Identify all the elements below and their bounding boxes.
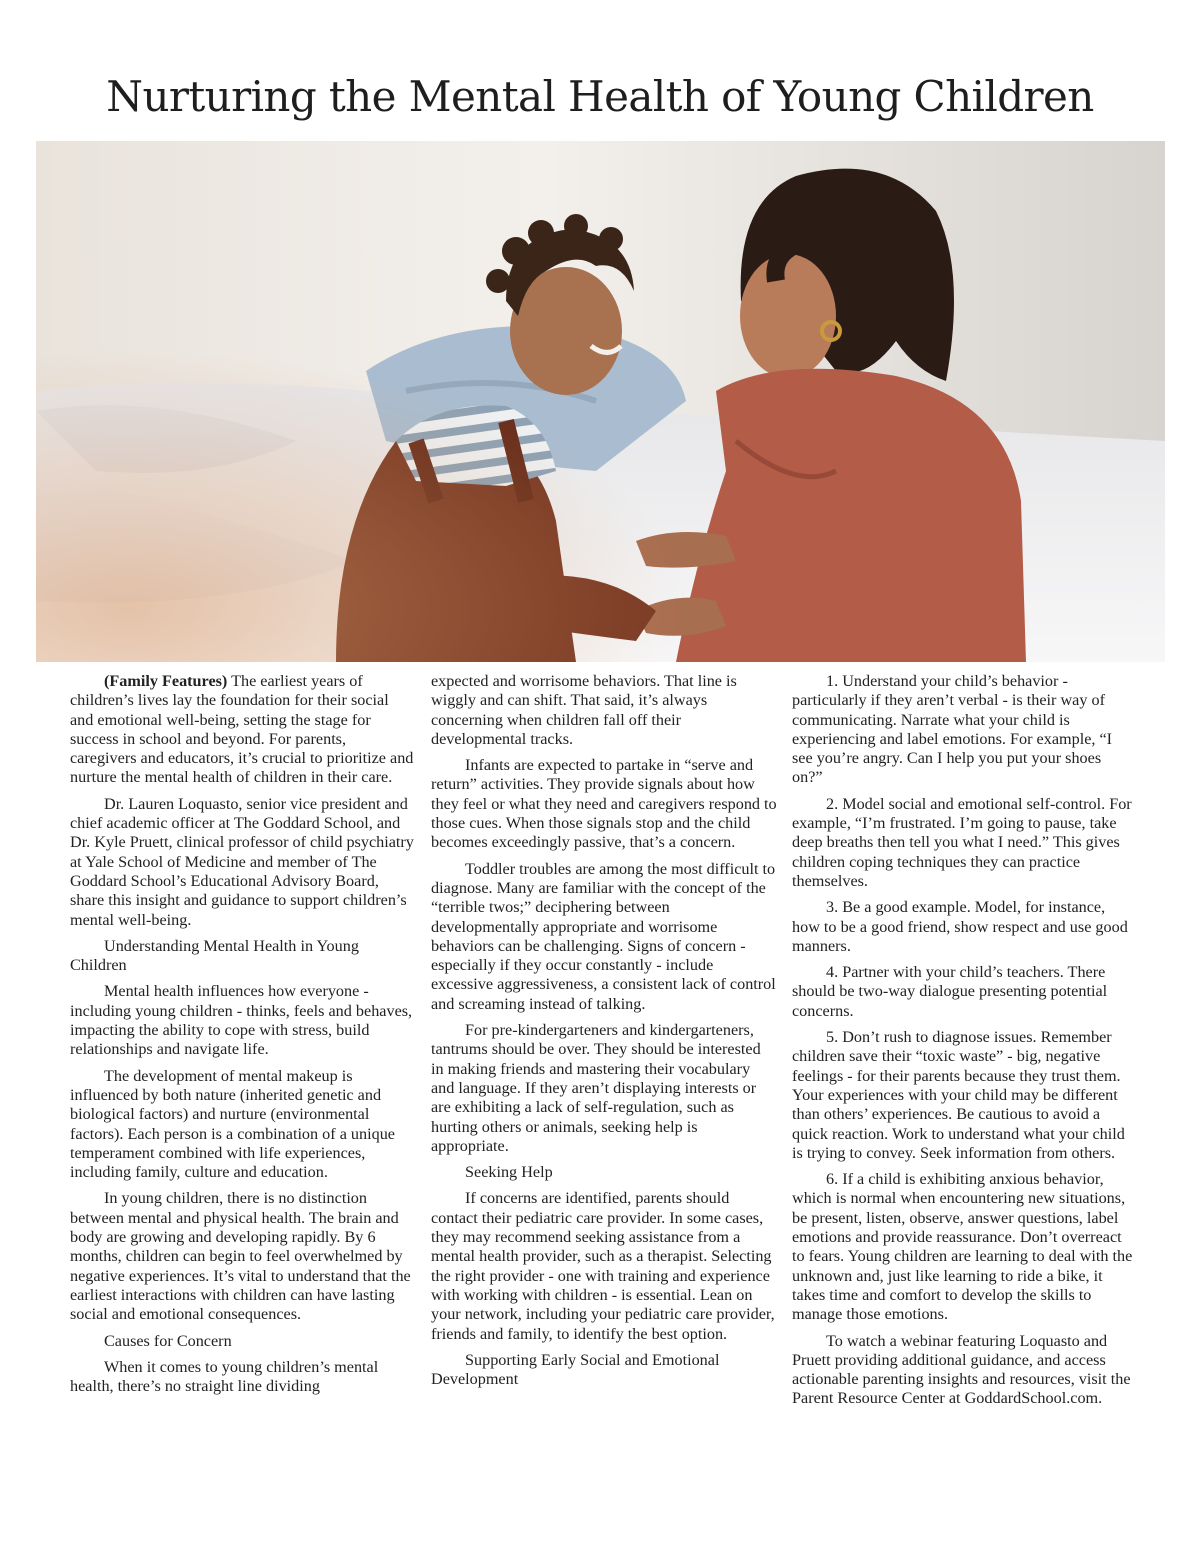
section-heading: Supporting Early Social and Emotional Development — [431, 1350, 720, 1389]
dateline-lead: (Family Features) — [104, 672, 228, 690]
section-heading: Causes for Concern — [104, 1331, 232, 1350]
paragraph: Toddler troubles are among the most difficult to diagnose. Many are familiar with the concept of the “terrible twos;” deciphering between developmentally appropriate and worrisome behaviors can be challenging. Signs of concern - especially if they occur constantly - include excessive aggressiveness, a consistent lack of control and screaming instead of talking. — [431, 859, 776, 1013]
paragraph: For pre-kindergarteners and kindergarteners, tantrums should be over. They should be interested in making friends and mastering their vocabulary and language. If they aren’t displaying interests or are exhibiting a lack of self-regulation, such as hurting others or animals, seeking help is appropriate. — [431, 1021, 761, 1155]
article-column-2 — [431, 672, 777, 1396]
tip-item: 1. Understand your child’s behavior - particularly if they aren’t verbal - is their way of communicating. Narrate what your child is experiencing and label emotions. For example, “I see you’re angry. Can I help you put your shoes on?” — [792, 672, 1113, 787]
photo-mother-and-son — [36, 141, 1165, 662]
paragraph: If concerns are identified, parents should contact their pediatric care provider. In some cases, they may recommend seeking assistance from a mental health provider, such as a therapist. Selecting the right provider - one with training and experience with working with children - is essential. Lean on your network, including your pediatric care provider, friends and family, to identify the best option. — [431, 1189, 775, 1343]
paragraph: The development of mental makeup is influenced by both nature (inherited genetic and biological factors) and nurture (environmental factors). Each person is a combination of a unique temperament combined with life experiences, including family, culture and education. — [70, 1066, 395, 1182]
article-headline: Nurturing the Mental Health of Young Children — [106, 72, 1094, 121]
paragraph-text: The earliest years of children’s lives lay the foundation for their social and emotional well-being, setting the stage for success in school and beyond. For parents, caregivers and educators, it’s crucial to prioritize and nurture the mental health of children in their care. — [70, 672, 414, 787]
paragraph: When it comes to young children’s mental health, there’s no straight line dividing — [70, 1357, 379, 1396]
closing-paragraph: To watch a webinar featuring Loquasto and Pruett providing additional guidance, and access actionable parenting insights and resources, visit the Parent Resource Center at GoddardSchool.com. — [792, 1331, 1131, 1408]
article-photo — [36, 141, 1165, 662]
paragraph: Mental health influences how everyone - including young children - thinks, feels and behaves, impacting the ability to cope with stress, build relationships and navigate life. — [70, 982, 413, 1059]
paragraph: Dr. Lauren Loquasto, senior vice president and chief academic officer at The Goddard School, and Dr. Kyle Pruett, clinical professor of child psychiatry at Yale School of Medicine and member of The Goddard School’s Educational Advisory Board, share this insight and guidance to support children’s mental well-being. — [70, 794, 414, 929]
tip-item: 2. Model social and emotional self-control. For example, “I’m frustrated. I’m going to pause, take deep breaths then tell you what I need.” This gives children coping techniques they can practice themselves. — [792, 794, 1132, 890]
tip-item: 5. Don’t rush to diagnose issues. Remember children save their “toxic waste” - big, negative feelings - for their parents because they trust them. Your experiences with your child may be different than others’ experiences. Be cautious to avoid a quick reaction. Work to understand what your child is trying to convey. Seek information from others. — [792, 1028, 1125, 1162]
section-heading: Understanding Mental Health in Young Children — [70, 936, 359, 975]
tip-item: 6. If a child is exhibiting anxious behavior, which is normal when encountering new situations, be present, listen, observe, answer questions, label emotions and provide reassurance. Don’t overreact to fears. Young children are learning to deal with the unknown and, just like learning to ride a bike, it takes time and comfort to develop the skills to manage those emotions. — [792, 1170, 1133, 1324]
paragraph-continued: expected and worrisome behaviors. That line is wiggly and can shift. That said, it’s always concerning when children fall off their developmental tracks. — [431, 672, 737, 748]
article-column-1 — [70, 672, 416, 1403]
paragraph — [70, 672, 416, 788]
article-column-3 — [792, 672, 1134, 1416]
tip-item: 4. Partner with your child’s teachers. There should be two-way dialogue presenting potential concerns. — [792, 963, 1108, 1020]
section-heading: Seeking Help — [465, 1163, 553, 1182]
tip-item: 3. Be a good example. Model, for instance, how to be a good friend, show respect and use good manners. — [792, 898, 1128, 955]
paragraph: In young children, there is no distinction between mental and physical health. The brain and body are growing and developing rapidly. By 6 months, children can begin to feel overwhelmed by negative experiences. It’s vital to understand that the earliest interactions with children can have lasting social and emotional consequences. — [70, 1189, 411, 1324]
paragraph: Infants are expected to partake in “serve and return” activities. They provide signals about how they feel or what they need and caregivers respond to those cues. When those signals stop and the child becomes exceedingly passive, that’s a concern. — [431, 756, 777, 852]
